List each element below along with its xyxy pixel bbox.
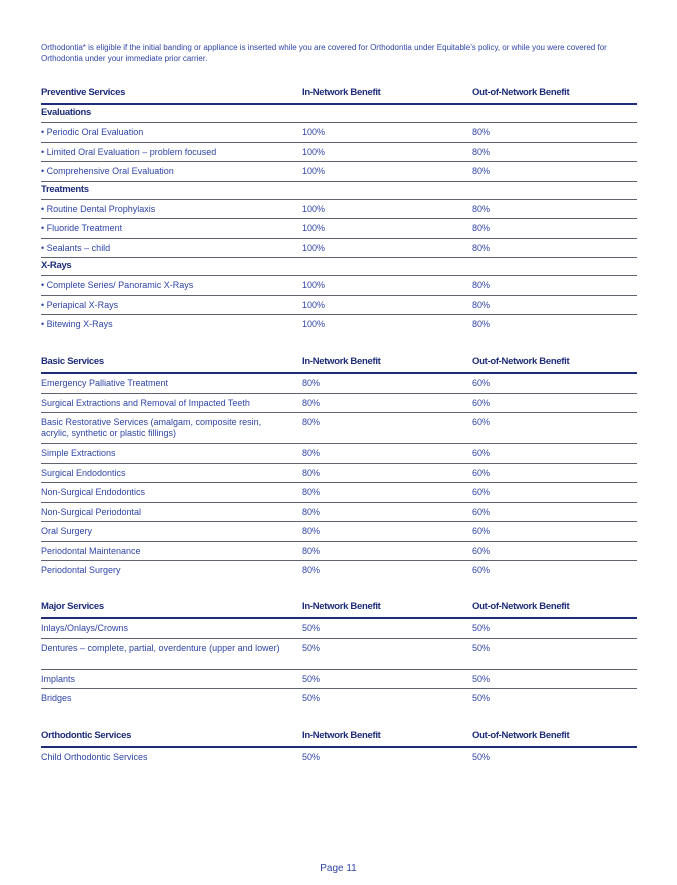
- service-name: Non-Surgical Periodontal: [41, 506, 142, 517]
- column-header-in-network: In-Network Benefit: [302, 87, 381, 98]
- in-network-benefit: 80%: [302, 378, 321, 388]
- in-network-benefit: 50%: [302, 673, 321, 684]
- out-of-network-benefit: 80%: [472, 242, 491, 253]
- table-row: [41, 619, 637, 639]
- out-of-network-benefit: 80%: [472, 127, 491, 137]
- table-row: [41, 394, 637, 414]
- table-header: [41, 728, 637, 748]
- service-name: • Routine Dental Prophylaxis: [41, 203, 156, 214]
- table-header: [41, 354, 637, 374]
- in-network-benefit: 50%: [302, 693, 321, 703]
- out-of-network-benefit: 80%: [472, 319, 491, 329]
- preventive-services-table: [41, 85, 637, 335]
- service-name: Emergency Palliative Treatment: [41, 378, 169, 388]
- table-row: [41, 374, 637, 394]
- table-row: [41, 522, 637, 542]
- service-name: Simple Extractions: [41, 448, 116, 458]
- service-name: Periodontal Surgery: [41, 565, 121, 575]
- out-of-network-benefit: 80%: [472, 280, 491, 290]
- service-name: Surgical Endodontics: [41, 467, 126, 478]
- column-header-service: Orthodontic Services: [41, 730, 132, 741]
- service-name: • Complete Series/ Panoramic X-Rays: [41, 280, 194, 290]
- table-row: [41, 670, 637, 690]
- table-row: [41, 143, 637, 163]
- basic-services-table: [41, 354, 637, 581]
- column-header-service: Basic Services: [41, 356, 104, 367]
- out-of-network-benefit: 80%: [472, 203, 491, 214]
- in-network-benefit: 100%: [302, 127, 326, 137]
- subheading-x-rays: X-Rays: [41, 258, 637, 276]
- column-header-out-of-network: Out-of-Network Benefit: [472, 87, 570, 98]
- in-network-benefit: 100%: [302, 223, 326, 233]
- major-services-table: [41, 599, 637, 709]
- table-row: [41, 503, 637, 523]
- out-of-network-benefit: 60%: [472, 526, 491, 536]
- service-name: • Comprehensive Oral Evaluation: [41, 166, 174, 176]
- subheading-treatments: Treatments: [41, 182, 637, 200]
- table-row: [41, 239, 637, 259]
- out-of-network-benefit: 80%: [472, 146, 491, 157]
- orthodontia-note: Orthodontia* is eligible if the initial banding or appliance is inserted while you are covered for Orthodontia under Equitable’s policy, or while you were covered for Orthodontia under your immediate prior carrier.: [41, 43, 607, 63]
- table-row: [41, 689, 637, 709]
- out-of-network-benefit: 60%: [472, 448, 491, 458]
- table-row: [41, 639, 637, 670]
- column-header-in-network: In-Network Benefit: [302, 730, 381, 741]
- service-name: • Fluoride Treatment: [41, 223, 123, 233]
- table-header: [41, 85, 637, 105]
- out-of-network-benefit: 50%: [472, 673, 491, 684]
- in-network-benefit: 50%: [302, 752, 321, 762]
- service-name: • Periapical X-Rays: [41, 299, 119, 310]
- in-network-benefit: 80%: [302, 448, 321, 458]
- column-header-in-network: In-Network Benefit: [302, 356, 381, 367]
- out-of-network-benefit: 60%: [472, 397, 491, 408]
- in-network-benefit: 100%: [302, 203, 326, 214]
- in-network-benefit: 100%: [302, 166, 326, 176]
- table-row: [41, 162, 637, 182]
- table-row: [41, 123, 637, 143]
- in-network-benefit: 100%: [302, 280, 326, 290]
- out-of-network-benefit: 60%: [472, 467, 491, 478]
- table-row: [41, 748, 637, 768]
- out-of-network-benefit: 50%: [472, 642, 491, 653]
- service-name: Dentures – complete, partial, overdenture (upper and lower): [41, 642, 280, 653]
- out-of-network-benefit: 80%: [472, 223, 491, 233]
- service-name: • Periodic Oral Evaluation: [41, 127, 144, 137]
- in-network-benefit: 80%: [302, 397, 321, 408]
- table-row: [41, 561, 637, 581]
- in-network-benefit: 50%: [302, 623, 321, 633]
- out-of-network-benefit: 50%: [472, 752, 491, 762]
- out-of-network-benefit: 60%: [472, 417, 491, 427]
- in-network-benefit: 80%: [302, 506, 321, 517]
- service-name: Non-Surgical Endodontics: [41, 487, 146, 497]
- service-name: Inlays/Onlays/Crowns: [41, 623, 129, 633]
- table-row: [41, 444, 637, 464]
- column-header-out-of-network: Out-of-Network Benefit: [472, 356, 570, 367]
- in-network-benefit: 80%: [302, 526, 321, 536]
- service-name: Implants: [41, 673, 76, 684]
- table-header: [41, 599, 637, 619]
- column-header-service: Major Services: [41, 601, 104, 612]
- in-network-benefit: 80%: [302, 545, 321, 556]
- in-network-benefit: 100%: [302, 146, 326, 157]
- table-row: [41, 413, 637, 444]
- table-row: [41, 315, 637, 335]
- service-name: Oral Surgery: [41, 526, 93, 536]
- subheading-evaluations: Evaluations: [41, 105, 637, 123]
- table-row: [41, 296, 637, 316]
- out-of-network-benefit: 50%: [472, 693, 491, 703]
- in-network-benefit: 50%: [302, 642, 321, 653]
- out-of-network-benefit: 60%: [472, 378, 491, 388]
- out-of-network-benefit: 60%: [472, 565, 491, 575]
- in-network-benefit: 100%: [302, 319, 326, 329]
- in-network-benefit: 100%: [302, 299, 326, 310]
- service-name: Child Orthodontic Services: [41, 752, 148, 762]
- service-name: • Limited Oral Evaluation – problem focused: [41, 146, 217, 157]
- service-name: • Bitewing X-Rays: [41, 319, 113, 329]
- in-network-benefit: 80%: [302, 417, 321, 427]
- in-network-benefit: 80%: [302, 565, 321, 575]
- table-row: [41, 483, 637, 503]
- out-of-network-benefit: 60%: [472, 506, 491, 517]
- out-of-network-benefit: 60%: [472, 545, 491, 556]
- orthodontic-services-table: [41, 728, 637, 768]
- in-network-benefit: 80%: [302, 467, 321, 478]
- table-row: [41, 276, 637, 296]
- service-name: Basic Restorative Services (amalgam, composite resin, acrylic, synthetic or plastic fillings): [41, 417, 262, 438]
- service-name: • Sealants – child: [41, 242, 111, 253]
- table-row: [41, 200, 637, 220]
- out-of-network-benefit: 60%: [472, 487, 491, 497]
- out-of-network-benefit: 50%: [472, 623, 491, 633]
- service-name: Surgical Extractions and Removal of Impacted Teeth: [41, 397, 250, 408]
- service-name: Bridges: [41, 693, 72, 703]
- in-network-benefit: 80%: [302, 487, 321, 497]
- table-row: [41, 542, 637, 562]
- table-row: [41, 464, 637, 484]
- page-number: Page 11: [320, 863, 357, 874]
- out-of-network-benefit: 80%: [472, 299, 491, 310]
- column-header-in-network: In-Network Benefit: [302, 601, 381, 612]
- column-header-service: Preventive Services: [41, 87, 126, 98]
- out-of-network-benefit: 80%: [472, 166, 491, 176]
- service-name: Periodontal Maintenance: [41, 545, 141, 556]
- column-header-out-of-network: Out-of-Network Benefit: [472, 601, 570, 612]
- column-header-out-of-network: Out-of-Network Benefit: [472, 730, 570, 741]
- in-network-benefit: 100%: [302, 242, 326, 253]
- table-row: [41, 219, 637, 239]
